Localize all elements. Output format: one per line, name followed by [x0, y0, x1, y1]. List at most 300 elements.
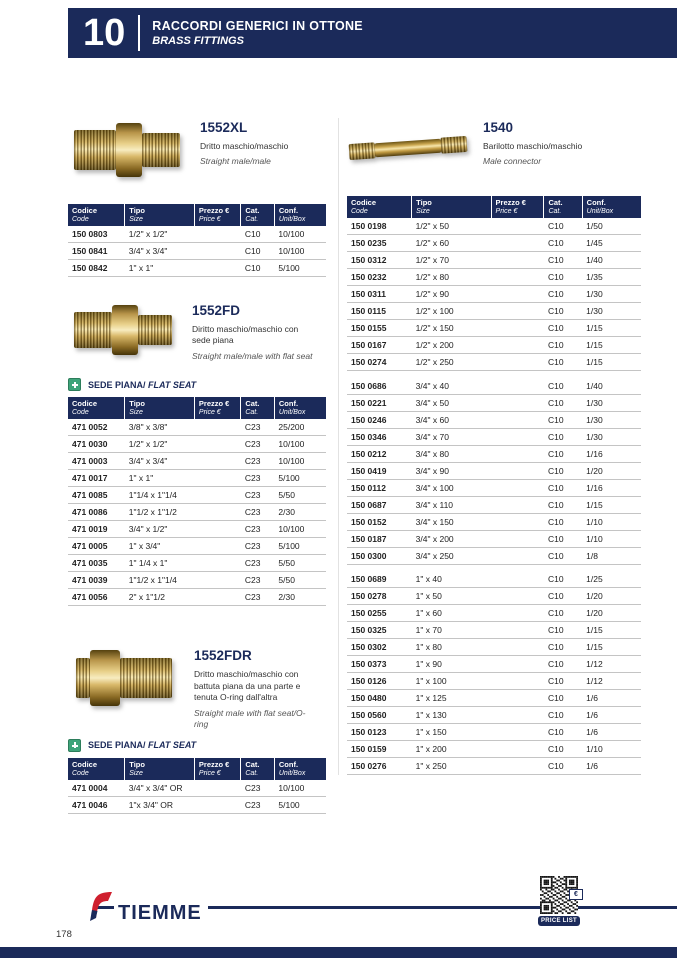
- product-desc-en: Male connector: [483, 156, 542, 167]
- col-header-cat: Cat. Cat.: [544, 196, 582, 218]
- cell-cat: C23: [241, 555, 275, 572]
- cell-size: 1" x 70: [412, 622, 491, 639]
- cell-price: [491, 605, 544, 622]
- cell-code: 150 0841: [68, 243, 125, 260]
- cell-cat: C10: [241, 226, 275, 243]
- cell-cat: C10: [544, 496, 582, 513]
- cell-code: 150 0221: [347, 394, 412, 411]
- product-row: [347, 530, 641, 547]
- cell-cat: C10: [544, 547, 582, 564]
- cell-code: 150 0198: [347, 218, 412, 235]
- product-row: [68, 504, 326, 521]
- cell-code: 150 0419: [347, 462, 412, 479]
- cell-conf: 5/50: [274, 487, 326, 504]
- product-info: [192, 301, 314, 362]
- cell-cat: C10: [544, 462, 582, 479]
- col-header-cat: Cat. Cat.: [241, 758, 275, 780]
- content-area: [68, 118, 653, 814]
- cell-conf: 1/25: [582, 571, 641, 588]
- cell-code: 471 0086: [68, 504, 125, 521]
- product-row: [347, 622, 641, 639]
- cell-size: 1/2" x 250: [412, 354, 491, 371]
- cell-conf: 1/6: [582, 724, 641, 741]
- cell-conf: 25/200: [274, 419, 326, 436]
- cell-code: 150 0311: [347, 286, 412, 303]
- flat-seat-label: [68, 378, 326, 391]
- cell-price: [491, 707, 544, 724]
- cell-conf: 5/50: [274, 555, 326, 572]
- page-title: RACCORDI GENERICI IN OTTONE: [152, 19, 363, 33]
- cell-price: [491, 673, 544, 690]
- cell-conf: 10/100: [274, 436, 326, 453]
- cell-cat: C10: [544, 445, 582, 462]
- product-row: [347, 571, 641, 588]
- cell-conf: 10/100: [274, 521, 326, 538]
- table-header: [68, 204, 326, 226]
- product-desc-en: Straight male with flat seat/O-ring: [194, 707, 306, 730]
- product-desc-it: Barilotto maschio/maschio: [483, 141, 583, 151]
- cell-cat: C23: [241, 521, 275, 538]
- cell-size: 3/4" x 40: [412, 378, 491, 395]
- col-header-prezzo: Prezzo € Price €: [194, 758, 240, 780]
- product-row: [347, 303, 641, 320]
- cell-code: 150 0187: [347, 530, 412, 547]
- cell-price: [491, 235, 544, 252]
- cell-cat: C10: [544, 724, 582, 741]
- product-row: [68, 470, 326, 487]
- cell-code: 150 0686: [347, 378, 412, 395]
- cell-conf: 1/50: [582, 218, 641, 235]
- cell-cat: C10: [544, 320, 582, 337]
- col-header-prezzo: Prezzo € Price €: [194, 397, 240, 419]
- price-list-badge: PRICE LIST: [538, 916, 580, 926]
- cell-conf: 5/100: [274, 260, 326, 277]
- cell-code: 150 0115: [347, 303, 412, 320]
- cell-code: 150 0346: [347, 428, 412, 445]
- cell-conf: 1/12: [582, 673, 641, 690]
- cell-code: 471 0005: [68, 538, 125, 555]
- product-row: [347, 639, 641, 656]
- cell-cat: C23: [241, 453, 275, 470]
- product-row: [347, 218, 641, 235]
- product-row: [347, 724, 641, 741]
- cell-code: 150 0278: [347, 588, 412, 605]
- cell-size: 1"1/4 x 1"1/4: [125, 487, 195, 504]
- cell-cat: C10: [544, 269, 582, 286]
- cell-conf: 1/20: [582, 462, 641, 479]
- cell-code: 150 0255: [347, 605, 412, 622]
- product-row: [347, 354, 641, 371]
- cell-price: [194, 487, 240, 504]
- product-row: [347, 588, 641, 605]
- cell-code: 150 0276: [347, 758, 412, 775]
- cell-code: 471 0004: [68, 780, 125, 797]
- cell-cat: C23: [241, 589, 275, 606]
- cell-size: 3/4" x 1/2": [125, 521, 195, 538]
- cell-code: 150 0373: [347, 656, 412, 673]
- product-row: [68, 487, 326, 504]
- cell-size: 3/4" x 110: [412, 496, 491, 513]
- page-subtitle: BRASS FITTINGS: [152, 35, 244, 47]
- product-row: [347, 513, 641, 530]
- cell-price: [491, 462, 544, 479]
- cell-cat: C23: [241, 436, 275, 453]
- brand-logo: [88, 888, 208, 929]
- product-section-1540: [347, 118, 653, 178]
- table-header: [68, 758, 326, 780]
- cell-price: [491, 656, 544, 673]
- cell-cat: C10: [544, 605, 582, 622]
- table-header: [347, 196, 641, 218]
- flat-seat-text: SEDE PIANA/ FLAT SEAT: [88, 740, 197, 751]
- cell-size: 1" x 80: [412, 639, 491, 656]
- col-header-codice: Codice Code: [68, 758, 125, 780]
- product-row: [347, 378, 641, 395]
- cell-price: [491, 724, 544, 741]
- cell-code: 150 0246: [347, 411, 412, 428]
- product-row: [347, 656, 641, 673]
- cell-cat: C10: [544, 252, 582, 269]
- cell-code: 150 0159: [347, 741, 412, 758]
- cell-price: [491, 690, 544, 707]
- cell-price: [491, 218, 544, 235]
- product-image-1540: [345, 114, 471, 182]
- page-number: 178: [56, 929, 72, 940]
- product-section-1552fd: [68, 301, 326, 362]
- cell-price: [491, 320, 544, 337]
- cell-code: 150 0152: [347, 513, 412, 530]
- cell-size: 1" x 60: [412, 605, 491, 622]
- cell-code: 150 0155: [347, 320, 412, 337]
- cell-size: 1" x 100: [412, 673, 491, 690]
- col-header-codice: Codice Code: [68, 397, 125, 419]
- cell-cat: C10: [544, 378, 582, 395]
- cell-conf: 5/100: [274, 470, 326, 487]
- cell-size: 1" x 1": [125, 260, 195, 277]
- cell-cat: C10: [544, 513, 582, 530]
- cell-size: 1" x 250: [412, 758, 491, 775]
- cell-conf: 1/6: [582, 690, 641, 707]
- cell-cat: C23: [241, 538, 275, 555]
- cell-conf: 10/100: [274, 226, 326, 243]
- cell-cat: C10: [241, 260, 275, 277]
- cell-conf: 1/15: [582, 320, 641, 337]
- col-header-conf: Conf. Unit/Box: [274, 397, 326, 419]
- cell-cat: C10: [544, 286, 582, 303]
- cell-code: 471 0003: [68, 453, 125, 470]
- cell-code: 150 0235: [347, 235, 412, 252]
- thread-left: [74, 312, 112, 348]
- cell-cat: C10: [544, 394, 582, 411]
- cell-price: [194, 470, 240, 487]
- product-row: [68, 796, 326, 813]
- col-header-codice: Codice Code: [347, 196, 412, 218]
- cell-size: 1" x 40: [412, 571, 491, 588]
- cell-cat: C10: [544, 741, 582, 758]
- col-header-conf: Conf. Unit/Box: [582, 196, 641, 218]
- product-model: 1552XL: [200, 120, 248, 135]
- cell-code: 150 0325: [347, 622, 412, 639]
- product-table-1552xl: [68, 204, 326, 277]
- cell-code: 471 0085: [68, 487, 125, 504]
- price-list-widget: [538, 876, 580, 926]
- cell-size: 3/4" x 3/4" OR: [125, 780, 195, 797]
- product-row: [68, 243, 326, 260]
- product-row: [347, 741, 641, 758]
- product-row: [68, 453, 326, 470]
- product-row: [68, 538, 326, 555]
- product-row: [347, 269, 641, 286]
- cell-price: [491, 571, 544, 588]
- cell-code: 150 0212: [347, 445, 412, 462]
- cell-size: 1/2" x 1/2": [125, 226, 195, 243]
- cell-price: [491, 496, 544, 513]
- cell-size: 3/4" x 250: [412, 547, 491, 564]
- cell-cat: C10: [544, 758, 582, 775]
- cell-code: 471 0052: [68, 419, 125, 436]
- cell-price: [194, 260, 240, 277]
- cell-conf: 1/30: [582, 428, 641, 445]
- cell-size: 1/2" x 200: [412, 337, 491, 354]
- cell-conf: 5/50: [274, 572, 326, 589]
- cell-price: [491, 428, 544, 445]
- cell-conf: 5/100: [274, 538, 326, 555]
- product-desc-it: Dritto maschio/maschio: [200, 141, 289, 151]
- cell-price: [491, 530, 544, 547]
- cell-code: 471 0039: [68, 572, 125, 589]
- product-row: [347, 707, 641, 724]
- cell-code: 150 0112: [347, 479, 412, 496]
- product-row: [68, 589, 326, 606]
- product-model: 1552FDR: [194, 648, 252, 664]
- cell-price: [194, 796, 240, 813]
- cell-price: [194, 538, 240, 555]
- product-row: [347, 547, 641, 564]
- cell-code: 471 0019: [68, 521, 125, 538]
- cell-price: [194, 521, 240, 538]
- product-row: [347, 479, 641, 496]
- cell-conf: 10/100: [274, 453, 326, 470]
- cell-conf: 2/30: [274, 504, 326, 521]
- cell-price: [491, 394, 544, 411]
- cell-conf: 1/12: [582, 656, 641, 673]
- cell-size: 1"x 3/4" OR: [125, 796, 195, 813]
- cell-code: 150 0232: [347, 269, 412, 286]
- cell-size: 1/2" x 150: [412, 320, 491, 337]
- cell-cat: C10: [241, 243, 275, 260]
- cell-cat: C23: [241, 419, 275, 436]
- cell-cat: C23: [241, 796, 275, 813]
- cell-size: 1/2" x 90: [412, 286, 491, 303]
- cell-price: [491, 639, 544, 656]
- brand-mark-icon: [88, 888, 114, 929]
- right-column: [338, 118, 653, 775]
- product-row: [68, 260, 326, 277]
- brand-name: TIEMME: [114, 902, 208, 925]
- cell-price: [194, 572, 240, 589]
- cell-size: 3/4" x 150: [412, 513, 491, 530]
- cell-price: [491, 479, 544, 496]
- cell-conf: 1/6: [582, 707, 641, 724]
- cell-size: 1" x 200: [412, 741, 491, 758]
- cell-cat: C10: [544, 673, 582, 690]
- cell-cat: C10: [544, 656, 582, 673]
- product-table-1552fdr: [68, 758, 326, 814]
- thread-right: [142, 133, 180, 167]
- cell-cat: C10: [544, 354, 582, 371]
- col-header-codice: Codice Code: [68, 204, 125, 226]
- thread-right: [120, 658, 172, 698]
- cell-cat: C10: [544, 411, 582, 428]
- cell-cat: C10: [544, 303, 582, 320]
- cell-size: 1" x 130: [412, 707, 491, 724]
- cell-code: 150 0274: [347, 354, 412, 371]
- cell-cat: C23: [241, 470, 275, 487]
- col-header-prezzo: Prezzo € Price €: [194, 204, 240, 226]
- product-image-1552fdr: [68, 646, 180, 710]
- thread-right: [440, 136, 467, 154]
- cell-price: [194, 243, 240, 260]
- cell-code: 471 0035: [68, 555, 125, 572]
- col-header-conf: Conf. Unit/Box: [274, 758, 326, 780]
- cell-conf: 1/15: [582, 354, 641, 371]
- cell-code: 150 0123: [347, 724, 412, 741]
- product-desc-en: Straight male/male with flat seat: [192, 350, 313, 361]
- cell-conf: 1/20: [582, 588, 641, 605]
- cell-size: 1"1/2 x 1"1/2: [125, 504, 195, 521]
- barrel: [375, 139, 442, 158]
- cell-cat: C10: [544, 588, 582, 605]
- cell-price: [491, 547, 544, 564]
- cell-price: [194, 504, 240, 521]
- cell-code: 150 0312: [347, 252, 412, 269]
- cell-conf: 1/45: [582, 235, 641, 252]
- thread-left: [349, 142, 376, 160]
- cell-price: [194, 419, 240, 436]
- cell-price: [491, 445, 544, 462]
- cell-conf: 1/15: [582, 496, 641, 513]
- thread-right: [138, 315, 172, 345]
- product-table-1552fd: [68, 397, 326, 606]
- cell-price: [491, 303, 544, 320]
- cell-size: 1" 1/4 x 1": [125, 555, 195, 572]
- cell-size: 3/4" x 90: [412, 462, 491, 479]
- product-row: [347, 445, 641, 462]
- cell-price: [491, 411, 544, 428]
- cell-price: [491, 622, 544, 639]
- cell-price: [491, 354, 544, 371]
- cell-size: 3/4" x 3/4": [125, 243, 195, 260]
- product-row: [68, 780, 326, 797]
- cell-conf: 1/6: [582, 758, 641, 775]
- cell-size: 1/2" x 80: [412, 269, 491, 286]
- col-header-tipo: Tipo Size: [125, 397, 195, 419]
- cell-size: 3/4" x 80: [412, 445, 491, 462]
- cell-conf: 1/15: [582, 639, 641, 656]
- euro-badge: €: [569, 889, 583, 900]
- cell-price: [491, 513, 544, 530]
- cell-code: 150 0126: [347, 673, 412, 690]
- cell-cat: C10: [544, 530, 582, 547]
- cell-cat: C10: [544, 218, 582, 235]
- cell-code: 471 0056: [68, 589, 125, 606]
- cell-cat: C10: [544, 571, 582, 588]
- cell-conf: 1/15: [582, 337, 641, 354]
- product-section-1552fdr: [68, 646, 326, 730]
- cell-price: [194, 780, 240, 797]
- flat-seat-label: [68, 739, 326, 752]
- hex-nut: [116, 123, 142, 177]
- page-header: [68, 8, 677, 58]
- cell-price: [491, 741, 544, 758]
- cell-code: 150 0560: [347, 707, 412, 724]
- cell-cat: C10: [544, 428, 582, 445]
- col-header-tipo: Tipo Size: [412, 196, 491, 218]
- col-header-prezzo: Prezzo € Price €: [491, 196, 544, 218]
- cell-conf: 5/100: [274, 796, 326, 813]
- product-row: [347, 394, 641, 411]
- cell-code: 471 0030: [68, 436, 125, 453]
- product-row: [347, 673, 641, 690]
- cell-code: 150 0689: [347, 571, 412, 588]
- left-column: [68, 118, 326, 814]
- cell-code: 150 0300: [347, 547, 412, 564]
- cell-price: [194, 436, 240, 453]
- cell-conf: 1/30: [582, 394, 641, 411]
- cell-cat: C23: [241, 504, 275, 521]
- cell-size: 3/4" x 70: [412, 428, 491, 445]
- cell-price: [491, 337, 544, 354]
- product-desc-en: Straight male/male: [200, 156, 271, 167]
- cell-code: 150 0803: [68, 226, 125, 243]
- cell-conf: 1/35: [582, 269, 641, 286]
- cell-size: 1/2" x 70: [412, 252, 491, 269]
- product-image-1552xl: [68, 118, 186, 182]
- cell-cat: C10: [544, 235, 582, 252]
- header-divider: [138, 15, 140, 51]
- cell-conf: 1/8: [582, 547, 641, 564]
- cell-code: 150 0687: [347, 496, 412, 513]
- cell-conf: 1/40: [582, 378, 641, 395]
- cell-cat: C10: [544, 690, 582, 707]
- cell-conf: 1/10: [582, 513, 641, 530]
- product-row: [68, 419, 326, 436]
- product-row: [68, 226, 326, 243]
- cell-price: [491, 588, 544, 605]
- product-image-1552fd: [68, 301, 178, 359]
- flat-seat-icon: [68, 378, 81, 391]
- cell-code: 150 0480: [347, 690, 412, 707]
- group-spacer: [347, 371, 641, 378]
- cell-price: [491, 286, 544, 303]
- header-titles: [152, 19, 363, 47]
- product-row: [68, 521, 326, 538]
- cell-conf: 1/30: [582, 303, 641, 320]
- product-row: [347, 690, 641, 707]
- cell-price: [194, 555, 240, 572]
- col-header-cat: Cat. Cat.: [241, 397, 275, 419]
- cell-conf: 1/16: [582, 445, 641, 462]
- cell-size: 1" x 3/4": [125, 538, 195, 555]
- product-row: [347, 252, 641, 269]
- collar: [76, 658, 90, 698]
- cell-conf: 1/40: [582, 252, 641, 269]
- col-header-conf: Conf. Unit/Box: [274, 204, 326, 226]
- cell-cat: C10: [544, 337, 582, 354]
- cell-size: 1" x 90: [412, 656, 491, 673]
- product-table-1540: [347, 196, 641, 775]
- cell-cat: C23: [241, 487, 275, 504]
